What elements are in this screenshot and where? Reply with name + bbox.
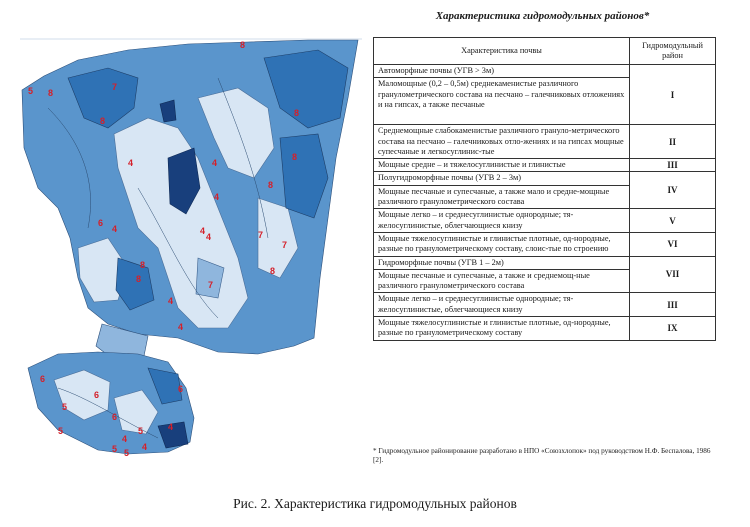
map-zone-label: 8 [48,88,54,98]
map-zone-label: 8 [292,152,298,162]
map-zone-label: 8 [270,266,276,276]
map-zone-label: 4 [212,158,218,168]
map-zone-label: 6 [112,412,118,422]
district-cell: IX [630,317,716,341]
soil-cell: Мощные тяжелосуглинистые и глинистые плотные, од-нородные, разные по гранулометрическому составу, слоис-тые по строению [374,232,630,256]
table-row [374,256,716,269]
map-zone-label: 8 [100,116,106,126]
table-header-row [374,38,716,65]
map-zone-label: 5 [58,426,64,436]
table-row [374,159,716,172]
map-zone-label: 8 [294,108,300,118]
map-zone-label: 4 [206,232,212,242]
table-row [374,209,716,233]
map-zone-label: 4 [122,434,128,444]
map-zone-label: 4 [168,422,174,432]
district-cell: V [630,209,716,233]
map-zone-label: 5 [124,448,130,458]
district-cell: III [630,159,716,172]
table-row [374,293,716,317]
map-zone-label: 7 [208,280,214,290]
map-zone-label: 8 [136,274,142,284]
map-zone-label: 8 [140,260,146,270]
map-zone-label: 6 [94,390,100,400]
soil-cell: Мощные тяжелосуглинистые и глинистые плотные, од-нородные, разные по гранулометрическому составу [374,317,630,341]
map-zone-label: 5 [62,402,68,412]
map-zone-label: 7 [112,82,118,92]
map-zone-label: 5 [138,426,144,436]
soil-table [373,37,715,341]
map-zone-label: 6 [40,374,46,384]
header-soil: Характеристика почвы [374,38,630,65]
figure-caption: Рис. 2. Характеристика гидромодульных районов [233,496,517,511]
soil-cell: Мощные легко – и среднесуглинистые однородные; тя-желосуглинистые, облегчающиеся книзу [374,209,630,233]
map-zone-label: 5 [112,444,118,454]
map-zone-label: 5 [28,86,34,96]
soil-cell: Мощные средне – и тяжелосуглинистые и глинистые [374,159,630,172]
soil-cell: Мощные песчаные и супесчаные, а также мало и средне-мощные различного гранулометрического состава [374,185,630,209]
table-row [374,65,716,78]
map-zone-label: 4 [168,296,174,306]
district-cell: I [630,65,716,125]
table-title: Характеристика гидромодульных районов* [435,10,650,22]
soil-cell: Мощные песчаные и супесчаные, а также и среднемощ-ные различного гранулометрического состава [374,269,630,293]
map-zone-label: 6 [178,384,184,394]
soil-cell: Маломощные (0,2 – 0,5м) среднекаменистые различного гранулометрического состава на песчано – галечниковых отложениях и на гипсах, а также песчаные [374,78,630,125]
table-row [374,232,716,256]
map-zone-label: 4 [200,226,206,236]
district-cell: VI [630,232,716,256]
map-zone-label: 4 [142,442,148,452]
hydromodule-map [18,38,362,458]
map-zone-label: 4 [178,322,184,332]
soil-cell: Среднемощные слабокаменистые различного грануло-метрического состава на песчано – галечниковых отло-жениях и на гипсах мощные супесчаные и легкосуглинис-тые [374,125,630,159]
table-row [374,317,716,341]
table-row [374,172,716,185]
district-cell: IV [630,172,716,209]
district-cell: VII [630,256,716,293]
district-cell: II [630,125,716,159]
map-zone-label: 6 [98,218,104,228]
map-zone-label: 8 [240,40,246,50]
district-cell: III [630,293,716,317]
table-footnote: * Гидромодульное районирование разработано в НПО «Союзхлопок» под руководством Н.Ф. Беспалова, 1986 [2]. [373,447,711,464]
table-row [374,125,716,159]
soil-cell: Мощные легко – и среднесуглинистые однородные; тя-желосуглинистые, облегчающиеся книзу [374,293,630,317]
soil-cell: Полугидроморфные почвы (УГВ 2 – 3м) [374,172,630,185]
map-zone-label: 4 [112,224,118,234]
map-zone-label: 4 [214,192,220,202]
soil-cell: Гидроморфные почвы (УГВ 1 – 2м) [374,256,630,269]
map-zone-label: 8 [268,180,274,190]
map-svg [18,38,362,458]
map-zone-label: 7 [258,230,264,240]
header-district: Гидромодульный район [630,38,716,65]
map-zone-label: 7 [282,240,288,250]
map-zone-label: 4 [128,158,134,168]
soil-cell: Автоморфные почвы (УГВ > 3м) [374,65,630,78]
